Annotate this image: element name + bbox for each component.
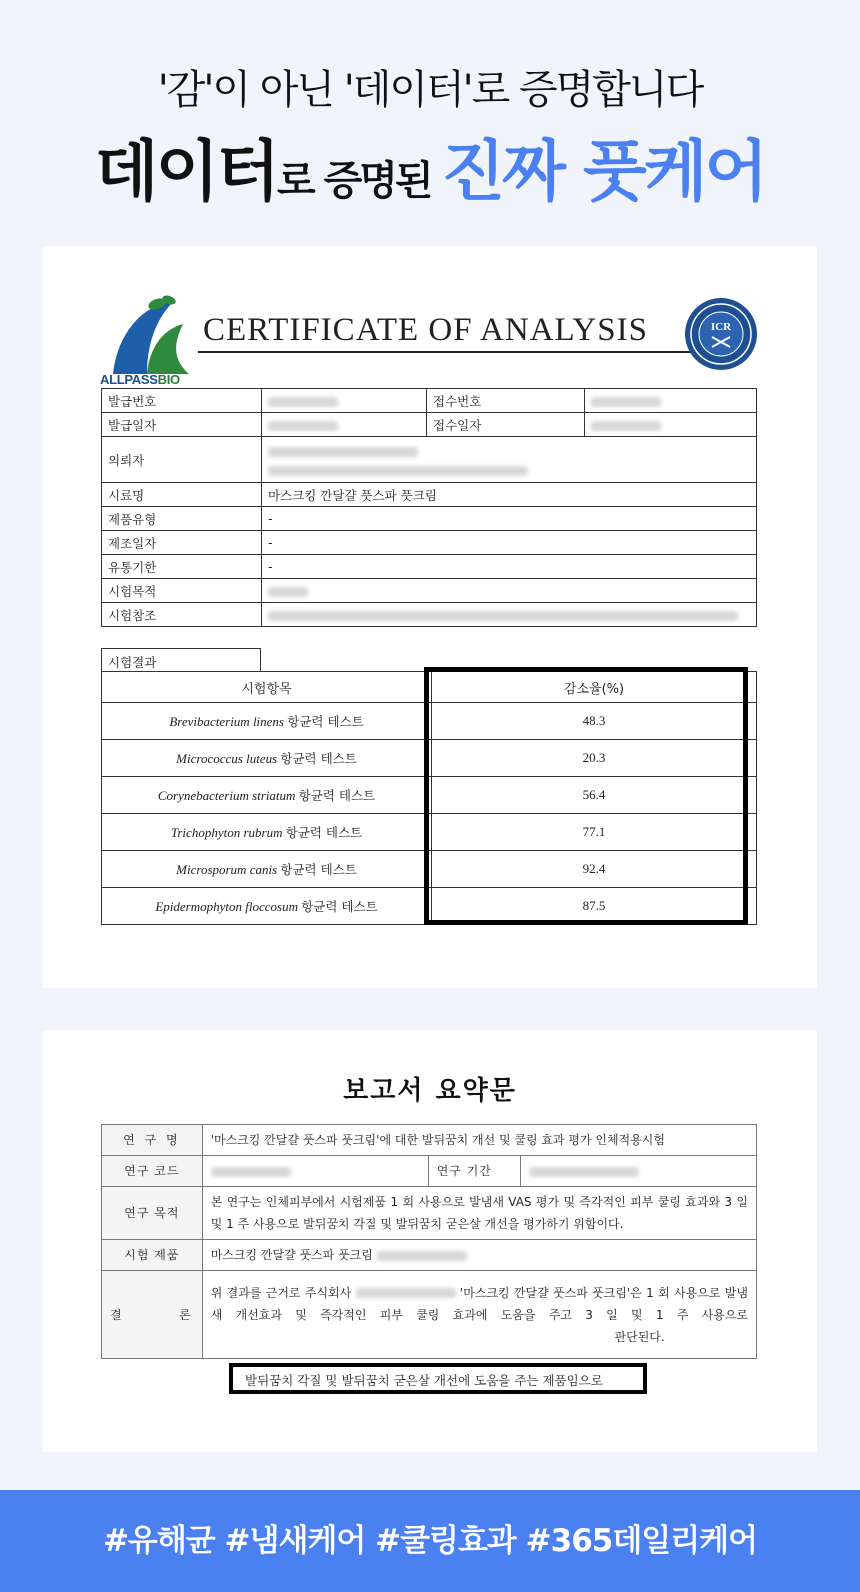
info-row [102, 579, 757, 603]
test-suffix: 항균력 테스트 [285, 825, 363, 840]
info-value: 마스크킹 깐달걀 풋스파 풋크림 [262, 483, 757, 507]
organism-name: Corynebacterium striatum [157, 788, 296, 803]
test-suffix: 항균력 테스트 [280, 751, 357, 766]
hashtag-banner: #유해균 #냄새케어 #쿨링효과 #365데일리케어 [0, 1490, 860, 1592]
info-label: 제품유형 [102, 507, 262, 531]
test-suffix: 항균력 테스트 [301, 899, 378, 914]
report-row [102, 1156, 757, 1187]
report-label: 결 론 [102, 1271, 203, 1359]
test-suffix: 항균력 테스트 [287, 714, 364, 729]
info-row [102, 437, 757, 483]
report-title: 보고서 요약문 [343, 1076, 517, 1106]
report-summary-card [43, 1030, 817, 1452]
info-label: 발급일자 [102, 413, 262, 437]
redacted-value [268, 466, 528, 476]
conclusion-text-b: '마스크킹 깐달걀 풋스파 풋크림'은 1 회 사용으로 발냄새 개선효과 및 즉각적인 피부 쿨링 효과에 도움을 주고 3 일 및 1 주 사용으로 [210, 1285, 748, 1322]
test-suffix: 항균력 테스트 [298, 788, 376, 803]
organism-name: Microsporum canis [176, 862, 278, 877]
report-label: 연 구 명 [102, 1125, 203, 1156]
info-row [102, 389, 757, 413]
info-label: 접수번호 [427, 389, 585, 413]
redacted-value [529, 1167, 639, 1177]
info-label: 발급번호 [102, 389, 262, 413]
info-label: 제조일자 [102, 531, 262, 555]
info-label: 시료명 [102, 483, 262, 507]
report-label: 시험 제품 [102, 1240, 203, 1271]
redacted-value [356, 1288, 456, 1298]
info-row [102, 483, 757, 507]
reduction-value: 48.3 [432, 703, 757, 740]
organism-name: Epidermophyton floccosum [155, 899, 298, 914]
report-value: 본 연구는 인체피부에서 시험제품 1 회 사용으로 발냄새 VAS 평가 및 즉각적인 피부 쿨링 효과와 3 일 및 1 주 사용으로 발뒤꿈치 각질 및 발뒤꿈치 굳은살 개선을 평가하기 위함이다. [202, 1187, 756, 1240]
report-label: 연구 코드 [102, 1156, 203, 1187]
results-header-item: 시험항목 [102, 672, 432, 703]
conclusion-highlight-box: 발뒤꿈치 각질 및 발뒤꿈치 굳은살 개선에 도움을 주는 제품임으로 [229, 1363, 647, 1394]
hero-section [0, 0, 860, 230]
info-value: - [262, 507, 757, 531]
info-row [102, 507, 757, 531]
conclusion-text-c: 판단된다. [614, 1329, 665, 1344]
headline-part1: 데이터 [94, 133, 278, 210]
info-value: - [262, 555, 757, 579]
redacted-value [268, 611, 738, 621]
logo-text [100, 372, 180, 387]
info-label: 시험목적 [102, 579, 262, 603]
reduction-value: 77.1 [432, 814, 757, 851]
title-rule [198, 351, 716, 353]
report-row [102, 1187, 757, 1240]
redacted-value [377, 1251, 467, 1261]
reduction-value: 92.4 [432, 851, 757, 888]
redacted-value [268, 421, 338, 431]
redacted-value [268, 397, 338, 407]
report-value: '마스크킹 깐달걀 풋스파 풋크림'에 대한 발뒤꿈치 개선 및 쿨링 효과 평가 인체적용시험 [202, 1125, 756, 1156]
test-suffix: 항균력 테스트 [280, 862, 357, 877]
report-value: 마스크킹 깐달걀 풋스파 풋크림 [210, 1248, 373, 1262]
logo-text-b: BIO [157, 372, 180, 387]
redacted-value [211, 1167, 291, 1177]
redacted-value [591, 397, 661, 407]
certificate-card [43, 246, 817, 988]
report-row [102, 1240, 757, 1271]
reduction-value: 87.5 [432, 888, 757, 925]
results-tab: 시험결과 [101, 648, 261, 672]
organism-name: Trichophyton rubrum [170, 825, 283, 840]
report-summary-table [101, 1124, 757, 1359]
conclusion-text-a: 위 결과를 근거로 주식회사 [210, 1285, 352, 1300]
report-label: 연구 기간 [428, 1156, 520, 1187]
organism-name: Micrococcus luteus [176, 751, 278, 766]
organism-name: Brevibacterium linens [169, 714, 284, 729]
info-label: 유통기한 [102, 555, 262, 579]
logo-text-a: ALLPASS [100, 372, 158, 387]
info-row [102, 555, 757, 579]
results-header-value: 감소율(%) [432, 672, 757, 703]
hero-subtitle: '감'이 아닌 '데이터'로 증명합니다 [157, 67, 703, 113]
report-label: 연구 목적 [102, 1187, 203, 1240]
redacted-value [591, 421, 661, 431]
info-label: 접수일자 [427, 413, 585, 437]
reduction-value: 56.4 [432, 777, 757, 814]
headline-part2: 로 증명된 [277, 158, 442, 204]
report-row [102, 1271, 757, 1359]
info-row [102, 413, 757, 437]
hero-headline [0, 118, 860, 213]
info-value: - [262, 531, 757, 555]
certificate-info-table [101, 388, 757, 627]
report-row [102, 1125, 757, 1156]
certification-seal-icon [683, 296, 759, 372]
info-row [102, 603, 757, 627]
certificate-title: CERTIFICATE OF ANALYSIS [203, 312, 648, 348]
info-label: 의뢰자 [102, 437, 262, 483]
redacted-value [268, 587, 308, 597]
reduction-value: 20.3 [432, 740, 757, 777]
info-label: 시험참조 [102, 603, 262, 627]
seal-text: ICR [710, 321, 732, 333]
info-row [102, 531, 757, 555]
redacted-value [268, 447, 418, 457]
reduction-highlight-box [424, 667, 748, 925]
headline-accent: 진짜 풋케어 [441, 133, 766, 210]
